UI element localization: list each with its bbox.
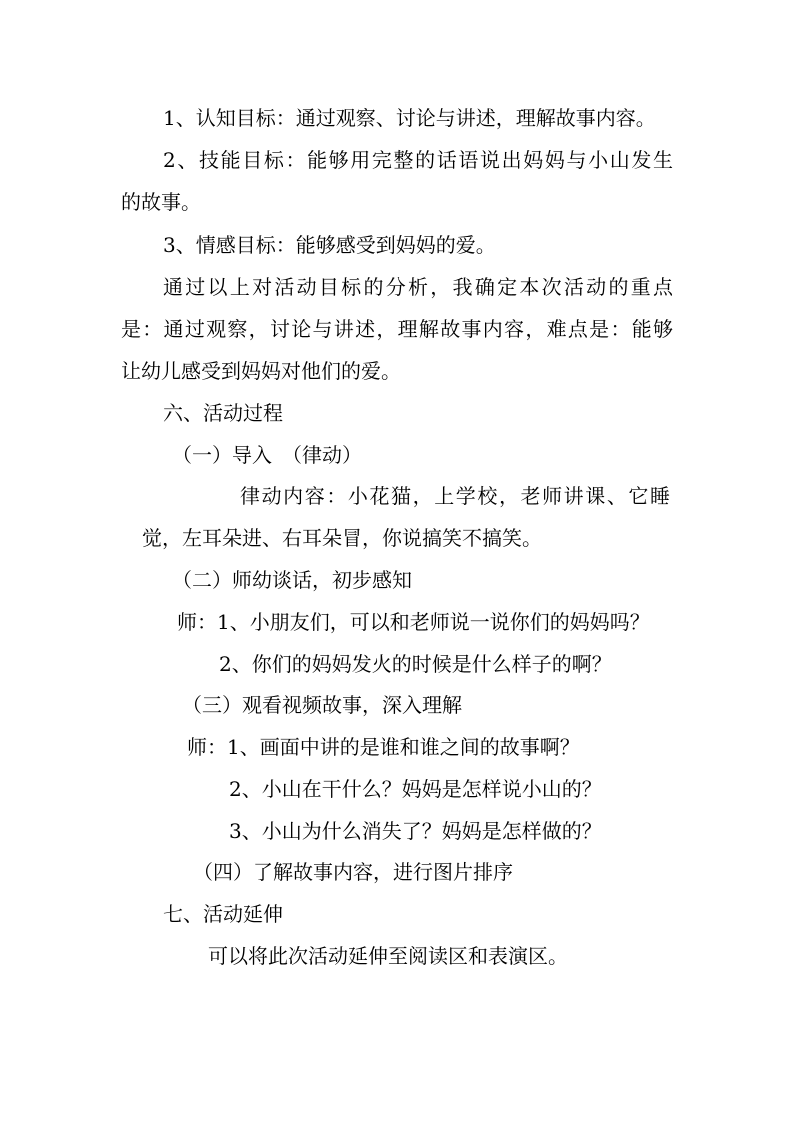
- key-points-paragraph-line2: 是：通过观察，讨论与讲述，理解故事内容，难点是：能够: [121, 317, 673, 341]
- teacher-question-1: 师：1、小朋友们，可以和老师说一说你们的妈妈吗？: [177, 610, 650, 634]
- step-two-heading: （二）师幼谈话，初步感知: [172, 568, 412, 592]
- step-four-heading: （四）了解故事内容，进行图片排序: [193, 860, 513, 884]
- goal-cognitive: 1、认知目标：通过观察、讨论与讲述，理解故事内容。: [163, 106, 656, 130]
- section-seven-heading: 七、活动延伸: [163, 902, 283, 926]
- key-points-paragraph: 通过以上对活动目标的分析，我确定本次活动的重点: [163, 275, 673, 299]
- video-question-1: 师：1、画面中讲的是谁和谁之间的故事啊？: [187, 735, 580, 759]
- goal-skill-continued: 的故事。: [121, 190, 201, 214]
- rhythm-content: 律动内容：小花猫，上学校，老师讲课、它睡: [240, 484, 670, 508]
- video-question-3: 3、小山为什么消失了？妈妈是怎样做的？: [229, 819, 602, 843]
- step-three-heading: （三）观看视频故事，深入理解: [182, 693, 462, 717]
- key-points-paragraph-line3: 让幼儿感受到妈妈对他们的爱。: [121, 359, 401, 383]
- teacher-question-2: 2、你们的妈妈发火的时候是什么样子的啊？: [219, 652, 612, 676]
- rhythm-content-line2: 觉，左耳朵进、右耳朵冒，你说搞笑不搞笑。: [142, 526, 542, 550]
- extension-text: 可以将此次活动延伸至阅读区和表演区。: [208, 944, 568, 968]
- goal-skill: 2、技能目标：能够用完整的话语说出妈妈与小山发生: [163, 148, 673, 172]
- step-one-heading: （一）导入 （律动）: [172, 443, 362, 467]
- video-question-2: 2、小山在干什么？妈妈是怎样说小山的？: [229, 777, 602, 801]
- section-six-heading: 六、活动过程: [163, 401, 283, 425]
- goal-emotion: 3、情感目标：能够感受到妈妈的爱。: [163, 233, 496, 257]
